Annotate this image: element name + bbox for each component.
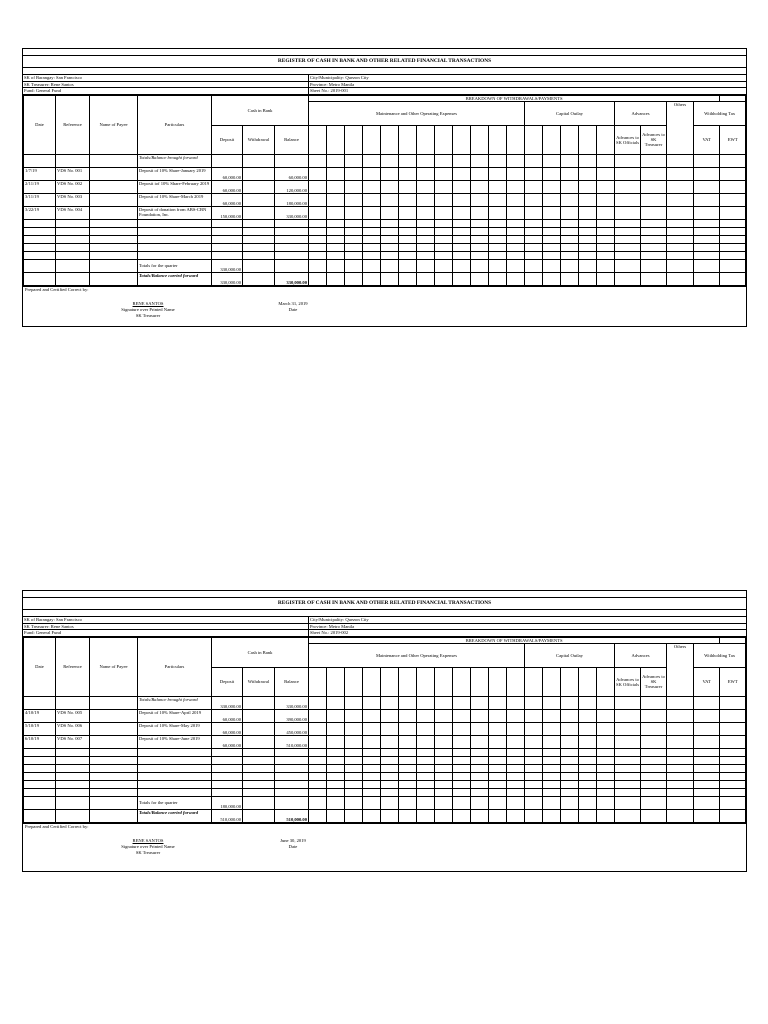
- col-withdrawal: Withdrawal: [243, 125, 275, 154]
- col-capital-outlay: Capital Outlay: [525, 643, 615, 667]
- register-table: [23, 637, 746, 823]
- col-mooe: Maintenance and Other Operating Expenses: [309, 101, 525, 125]
- empty-row: [24, 243, 746, 251]
- row-particulars: Deposit of 10% Share-April 2019: [138, 709, 212, 722]
- col-withholding-tax: Withholding Tax: [694, 643, 746, 667]
- empty-row: [24, 756, 746, 764]
- row-withdrawal: [243, 709, 275, 722]
- prepared-by: Prepared and Certified Correct by:: [25, 823, 89, 829]
- row-balance: 120,000.00: [275, 180, 309, 193]
- quarter-totals-deposit: 330,000.00: [212, 259, 243, 272]
- empty-row: [24, 788, 746, 796]
- register-title: REGISTER OF CASH IN BANK AND OTHER RELATED FINANCIAL TRANSACTIONS: [23, 598, 746, 610]
- signer-title: SK Treasurer: [135, 849, 161, 855]
- brought-forward-deposit: [212, 154, 243, 167]
- register-sheet-2: [22, 590, 747, 872]
- empty-row: [24, 251, 746, 259]
- fund: Fund: General Fund: [23, 88, 308, 95]
- brought-forward-deposit: 330,000.00: [212, 696, 243, 709]
- empty-row: [24, 780, 746, 788]
- row-deposit: 60,000.00: [212, 735, 243, 748]
- col-mooe: Maintenance and Other Operating Expenses: [309, 643, 525, 667]
- row-deposit: 60,000.00: [212, 180, 243, 193]
- empty-row: [24, 764, 746, 772]
- empty-row: [24, 772, 746, 780]
- col-withdrawal: Withdrawal: [243, 667, 275, 696]
- row-payee: [90, 709, 138, 722]
- col-breakdown: BREAKDOWN OF WITHDRAWALS/PAYMENTS: [309, 95, 720, 101]
- carried-forward-label: Totals/Balance carried forward: [138, 272, 212, 285]
- row-date: 4/10/19: [24, 709, 56, 722]
- row-reference: VDS No. 004: [56, 206, 90, 219]
- sheet-top-band: [23, 49, 746, 56]
- row-withdrawal: [243, 735, 275, 748]
- brought-forward-row: [24, 154, 746, 167]
- col-vat: VAT: [694, 667, 720, 696]
- table-row: [24, 709, 746, 722]
- col-cash-in-bank: Cash in Bank: [212, 95, 309, 125]
- prepared-by: Prepared and Certified Correct by:: [25, 286, 89, 292]
- row-deposit: 60,000.00: [212, 722, 243, 735]
- table-row: [24, 722, 746, 735]
- row-reference: VDS No. 002: [56, 180, 90, 193]
- sheet-info-block: [23, 75, 746, 95]
- city-municipality: City/Municipality: Quezon City: [309, 617, 746, 624]
- row-reference: VDS No. 003: [56, 193, 90, 206]
- row-date: 1/7/19: [24, 167, 56, 180]
- row-withdrawal: [243, 206, 275, 219]
- col-balance: Balance: [275, 125, 309, 154]
- row-withdrawal: [243, 722, 275, 735]
- sheet-spacer: [23, 610, 746, 617]
- row-particulars: Deposit of 10% Share-March 2019: [138, 193, 212, 206]
- col-adv-treasurer: Advances to SK Treasurer: [641, 125, 667, 154]
- city-municipality: City/Municipality: Quezon City: [309, 75, 746, 82]
- date-value: June 30, 2019: [280, 837, 306, 843]
- signature-caption: Signature over Printed Name: [121, 843, 175, 849]
- signatory: [113, 301, 183, 319]
- sk-treasurer: SK Treasurer: Rene Santos: [23, 82, 308, 89]
- quarter-totals-row: [24, 796, 746, 809]
- carried-forward-row: [24, 809, 746, 822]
- province: Province: Metro Manila: [309, 624, 746, 631]
- date-block: [258, 301, 328, 313]
- col-capital-outlay: Capital Outlay: [525, 101, 615, 125]
- row-payee: [90, 167, 138, 180]
- col-vat: VAT: [694, 125, 720, 154]
- empty-row: [24, 235, 746, 243]
- date-value: March 31, 2019: [278, 300, 308, 306]
- carried-forward-row: [24, 272, 746, 285]
- certification-block: [23, 286, 746, 327]
- col-deposit: Deposit: [212, 667, 243, 696]
- col-reference: Reference: [56, 95, 90, 154]
- row-date: 2/11/19: [24, 180, 56, 193]
- col-adv-officials: Advances to SK Officials: [615, 667, 641, 696]
- row-balance: 60,000.00: [275, 167, 309, 180]
- carried-forward-deposit: 510,000.00: [212, 809, 243, 822]
- col-advances: Advances: [615, 643, 667, 667]
- row-particulars: Deposit of donation from ABS-CBN Foundation, Inc.: [138, 206, 212, 219]
- col-ewt: EWT: [720, 125, 746, 154]
- row-withdrawal: [243, 180, 275, 193]
- row-payee: [90, 193, 138, 206]
- col-date: Date: [24, 637, 56, 696]
- row-reference: VDS No. 005: [56, 709, 90, 722]
- row-balance: 450,000.00: [275, 722, 309, 735]
- col-adv-officials: Advances to SK Officials: [615, 125, 641, 154]
- empty-row: [24, 748, 746, 756]
- row-reference: VDS No. 007: [56, 735, 90, 748]
- table-row: [24, 180, 746, 193]
- date-caption: Date: [288, 843, 298, 849]
- row-withdrawal: [243, 193, 275, 206]
- col-ewt: EWT: [720, 667, 746, 696]
- row-date: 3/22/19: [24, 206, 56, 219]
- col-balance: Balance: [275, 667, 309, 696]
- signer-title: SK Treasurer: [135, 312, 161, 318]
- row-reference: VDS No. 001: [56, 167, 90, 180]
- col-cash-in-bank: Cash in Bank: [212, 637, 309, 667]
- row-particulars: Deposit of 10% Share-May 2019: [138, 722, 212, 735]
- signatory: [113, 838, 183, 856]
- empty-row: [24, 219, 746, 227]
- row-payee: [90, 722, 138, 735]
- table-row: [24, 206, 746, 219]
- col-payee: Name of Payee: [90, 95, 138, 154]
- col-others: Others: [667, 101, 694, 154]
- quarter-totals-label: Totals for the quarter: [138, 259, 212, 272]
- certification-block: [23, 823, 746, 864]
- sheet-number: Sheet No.: 2019-002: [309, 630, 746, 637]
- sheet-info-block: [23, 617, 746, 637]
- row-particulars: Deposit of 10% Share-June 2019: [138, 735, 212, 748]
- row-balance: 330,000.00: [275, 206, 309, 219]
- fund: Fund: General Fund: [23, 630, 308, 637]
- col-deposit: Deposit: [212, 125, 243, 154]
- register-title: REGISTER OF CASH IN BANK AND OTHER RELATED FINANCIAL TRANSACTIONS: [23, 56, 746, 68]
- col-adv-treasurer: Advances to SK Treasurer: [641, 667, 667, 696]
- brought-forward-balance: [275, 154, 309, 167]
- quarter-totals-deposit: 180,000.00: [212, 796, 243, 809]
- brought-forward-label: Totals/Balance brought forward: [138, 696, 212, 709]
- empty-row: [24, 227, 746, 235]
- row-balance: 510,000.00: [275, 735, 309, 748]
- signer-name: RENE SANTOS: [132, 837, 164, 843]
- brought-forward-balance: 330,000.00: [275, 696, 309, 709]
- date-block: [258, 838, 328, 850]
- sheet-top-band: [23, 591, 746, 598]
- row-date: 3/11/19: [24, 193, 56, 206]
- row-withdrawal: [243, 167, 275, 180]
- register-sheet-1: [22, 48, 747, 327]
- row-particulars: Deposit iof 10% Share-February 2019: [138, 180, 212, 193]
- sheet-number: Sheet No.: 2019-001: [309, 88, 746, 95]
- table-row: [24, 167, 746, 180]
- signature-caption: Signature over Printed Name: [121, 306, 175, 312]
- col-particulars: Particulars: [138, 637, 212, 696]
- row-particulars: Deposit of 10% Share-January 2019: [138, 167, 212, 180]
- row-payee: [90, 206, 138, 219]
- quarter-totals-label: Totals for the quarter: [138, 796, 212, 809]
- row-reference: VDS No. 006: [56, 722, 90, 735]
- sk-barangay: SK of Barangay: San Francisco: [23, 617, 308, 624]
- table-row: [24, 735, 746, 748]
- row-balance: 390,000.00: [275, 709, 309, 722]
- col-breakdown: BREAKDOWN OF WITHDRAWALS/PAYMENTS: [309, 637, 720, 643]
- sk-treasurer: SK Treasurer: Rene Santos: [23, 624, 308, 631]
- row-deposit: 60,000.00: [212, 193, 243, 206]
- col-particulars: Particulars: [138, 95, 212, 154]
- brought-forward-label: Totals/Balance brought forward: [138, 154, 212, 167]
- sk-barangay: SK of Barangay: San Francisco: [23, 75, 308, 82]
- brought-forward-row: [24, 696, 746, 709]
- quarter-totals-row: [24, 259, 746, 272]
- col-payee: Name of Payee: [90, 637, 138, 696]
- row-payee: [90, 735, 138, 748]
- col-withholding-tax: Withholding Tax: [694, 101, 746, 125]
- carried-forward-label: Totals/Balance carried forward: [138, 809, 212, 822]
- row-payee: [90, 180, 138, 193]
- carried-forward-balance: 330,000.00: [275, 272, 309, 285]
- carried-forward-deposit: 330,000.00: [212, 272, 243, 285]
- province: Province: Metro Manila: [309, 82, 746, 89]
- row-deposit: 60,000.00: [212, 167, 243, 180]
- signer-name: RENE SANTOS: [132, 300, 164, 306]
- carried-forward-balance: 510,000.00: [275, 809, 309, 822]
- row-deposit: 150,000.00: [212, 206, 243, 219]
- col-date: Date: [24, 95, 56, 154]
- row-balance: 180,000.00: [275, 193, 309, 206]
- sheet-spacer: [23, 68, 746, 75]
- col-advances: Advances: [615, 101, 667, 125]
- date-caption: Date: [288, 306, 298, 312]
- row-deposit: 60,000.00: [212, 709, 243, 722]
- row-date: 5/10/19: [24, 722, 56, 735]
- col-reference: Reference: [56, 637, 90, 696]
- register-table: [23, 95, 746, 286]
- table-row: [24, 193, 746, 206]
- col-others: Others: [667, 643, 694, 696]
- row-date: 6/10/19: [24, 735, 56, 748]
